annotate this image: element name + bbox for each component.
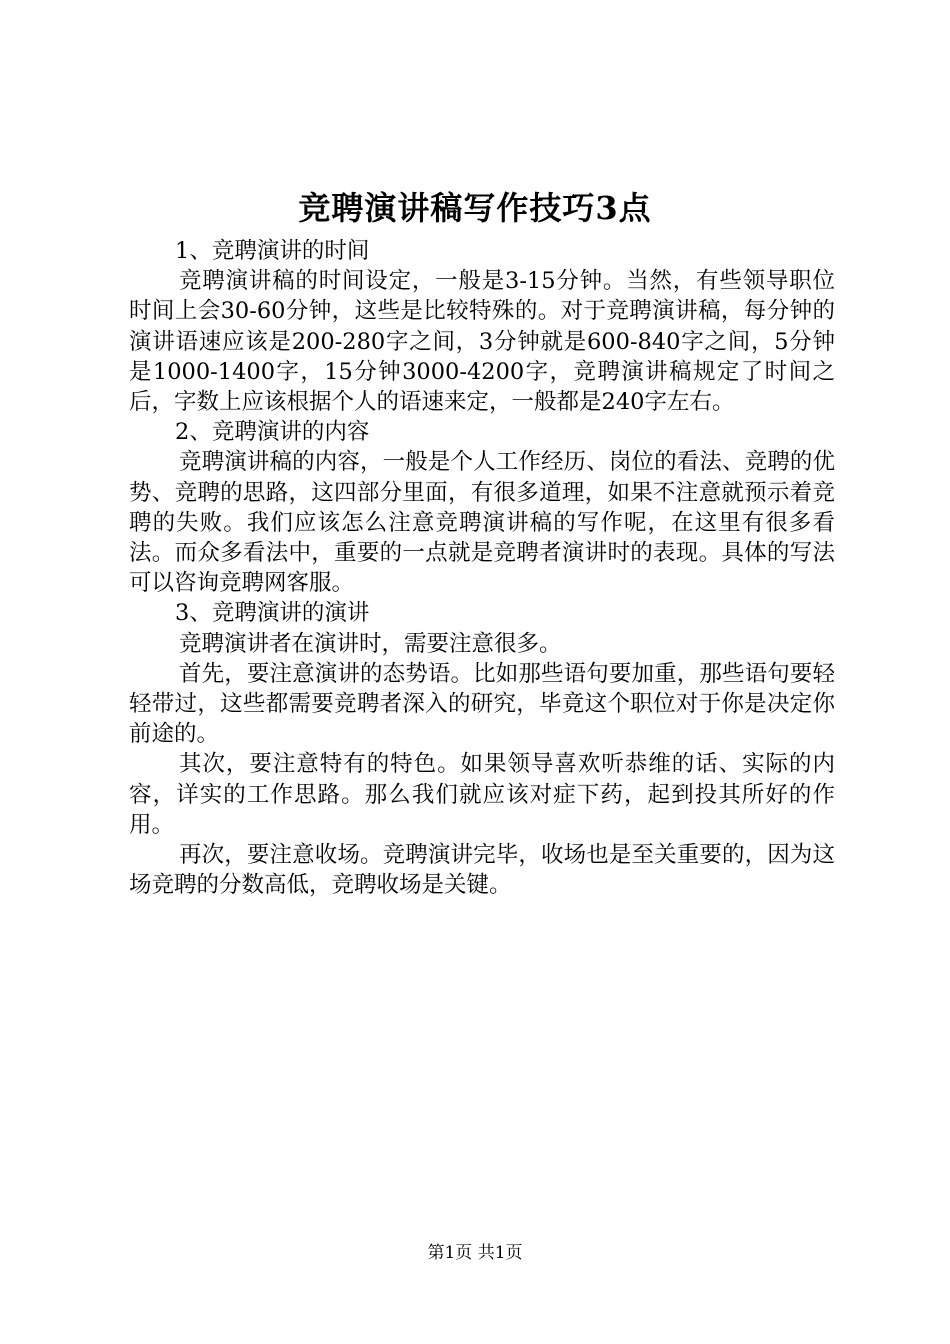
section-heading-delivery: 3、竞聘演讲的演讲 (175, 600, 370, 627)
paragraph-delivery-first: 首先，要注意演讲的态势语。比如那些语句要加重，那些语句要轻轻带过，这些都需要竞聘者深入的研究，毕竟这个职位对于你是决定你前途的。 (129, 660, 835, 748)
section-heading-time: 1、竞聘演讲的时间 (175, 238, 370, 264)
paragraph-delivery-third: 再次，要注意收场。竞聘演讲完毕，收场也是至关重要的，因为这场竞聘的分数高低，竞聘收场是关键。 (129, 842, 835, 899)
document-title: 竞聘演讲稿写作技巧3点 (298, 189, 652, 227)
document-body (129, 236, 835, 900)
paragraph-delivery-intro: 竞聘演讲者在演讲时，需要注意很多。 (179, 630, 562, 657)
paragraph-time: 竞聘演讲稿的时间设定，一般是3-15分钟。当然，有些领导职位时间上会30-60分钟，这些是比较特殊的。对于竞聘演讲稿，每分钟的演讲语速应该是200-280字之间，3分钟就是600-840字之间，5分钟是1000-1400字，15分钟3000-4200字，竞聘演讲稿规定了时间之后，字数上应该根据个人的语速来定，一般都是240字左右。 (129, 268, 835, 416)
paragraph-delivery-second: 其次，要注意特有的特色。如果领导喜欢听恭维的话、实际的内容，详实的工作思路。那么我们就应该对症下药，起到投其所好的作用。 (129, 751, 835, 838)
page-footer: 第1页 共1页 (427, 1243, 523, 1263)
paragraph-content: 竞聘演讲稿的内容，一般是个人工作经历、岗位的看法、竞聘的优势、竞聘的思路，这四部分里面，有很多道理，如果不注意就预示着竞聘的失败。我们应该怎么注意竞聘演讲稿的写作呢，在这里有很多看法。而众多看法中，重要的一点就是竞聘者演讲时的表现。具体的写法可以咨询竞聘网客服。 (129, 449, 835, 597)
section-heading-content: 2、竞聘演讲的内容 (175, 419, 370, 446)
